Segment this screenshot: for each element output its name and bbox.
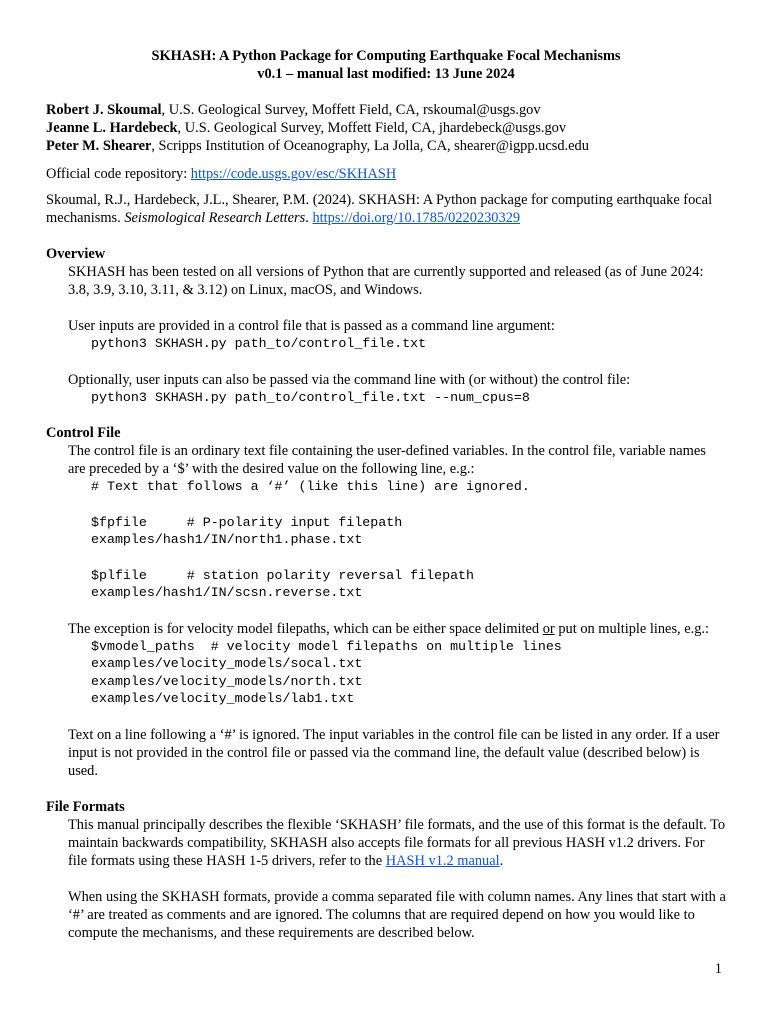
author-name: Robert J. Skoumal bbox=[46, 102, 162, 118]
code-line: python3 SKHASH.py path_to/control_file.txt --num_cpus=8 bbox=[91, 389, 530, 405]
document-page bbox=[46, 47, 726, 942]
citation bbox=[46, 191, 726, 227]
repo-label: Official code repository: bbox=[46, 166, 191, 182]
code-line: examples/hash1/IN/scsn.reverse.txt bbox=[91, 585, 363, 600]
code-line: # Text that follows a ‘#’ (like this line) are ignored. bbox=[91, 479, 530, 494]
repo-line bbox=[46, 165, 726, 183]
overview-paragraph: SKHASH has been tested on all versions of Python that are currently supported and released (as of June 2024: 3.8, 3.9, 3.10, 3.11, & 3.12) on Linux, macOS, and Windows. bbox=[68, 264, 704, 298]
author-line bbox=[46, 137, 726, 155]
author-affiliation: , U.S. Geological Survey, Moffett Field, CA, jhardebeck@usgs.gov bbox=[177, 120, 567, 136]
page-number: 1 bbox=[714, 961, 722, 977]
hash-manual-link[interactable]: HASH v1.2 manual bbox=[385, 852, 500, 869]
page-subtitle: v0.1 – manual last modified: 13 June 2024 bbox=[257, 66, 515, 82]
code-line: python3 SKHASH.py path_to/control_file.txt bbox=[91, 336, 427, 351]
code-line: examples/hash1/IN/north1.phase.txt bbox=[91, 532, 363, 547]
control-paragraph: The control file is an ordinary text file containing the user-defined variables. In the control file, variable names are preceded by a ‘$’ with the desired value on the following line, e.g.: bbox=[68, 443, 706, 477]
citation-journal: Seismological Research Letters bbox=[124, 210, 306, 226]
citation-sep: . bbox=[305, 210, 313, 226]
text-run: put on multiple lines, e.g.: bbox=[554, 620, 710, 637]
text-run: The exception is for velocity model filepaths, which can be either space delimited bbox=[68, 620, 543, 637]
text-run: . bbox=[499, 852, 504, 869]
citation-text: Skoumal, R.J., Hardebeck, J.L., Shearer, P.M. (2024). SKHASH: A Python package for computing earthquake focal mechanisms. bbox=[46, 192, 713, 226]
author-name: Peter M. Shearer bbox=[46, 138, 152, 154]
text-run: This manual principally describes the flexible ‘SKHASH’ file formats, and the use of this format is the default. To maintain backwards compatibility, SKHASH also accepts file formats for all previous HASH v1.2 drivers. For file formats using these HASH 1-5 drivers, refer to the bbox=[68, 816, 726, 869]
code-line: examples/velocity_models/socal.txt bbox=[91, 656, 363, 671]
repo-link[interactable]: https://code.usgs.gov/esc/SKHASH bbox=[190, 166, 397, 182]
file-formats-heading: File Formats bbox=[46, 798, 125, 815]
code-line: $fpfile # P-polarity input filepath bbox=[91, 514, 403, 530]
author-name: Jeanne L. Hardebeck bbox=[46, 120, 178, 136]
formats-paragraph: When using the SKHASH formats, provide a comma separated file with column names. Any lines that start with a ‘#’ are treated as comments and are ignored. The columns that are required depend on how you would like to compute the mechanisms, and these requirements are described below. bbox=[68, 888, 726, 941]
code-line: examples/velocity_models/north.txt bbox=[91, 673, 363, 689]
code-line: $plfile # station polarity reversal filepath bbox=[91, 567, 475, 583]
text-run-underlined: or bbox=[542, 620, 555, 637]
author-affiliation: , U.S. Geological Survey, Moffett Field, CA, rskoumal@usgs.gov bbox=[161, 102, 541, 118]
code-line: $vmodel_paths # velocity model filepaths on multiple lines bbox=[91, 638, 562, 654]
doi-link[interactable]: https://doi.org/10.1785/0220230329 bbox=[312, 210, 521, 226]
author-affiliation: , Scripps Institution of Oceanography, La Jolla, CA, shearer@igpp.ucsd.edu bbox=[151, 138, 589, 154]
author-line bbox=[46, 119, 726, 137]
control-paragraph: Text on a line following a ‘#’ is ignored. The input variables in the control file can be listed in any order. If a user input is not provided in the control file or passed via the command line, the default value (described below) is used. bbox=[68, 726, 720, 779]
overview-paragraph: Optionally, user inputs can also be passed via the command line with (or without) the control file: bbox=[68, 371, 631, 388]
page-title: SKHASH: A Python Package for Computing Earthquake Focal Mechanisms bbox=[151, 48, 621, 64]
code-line: examples/velocity_models/lab1.txt bbox=[91, 691, 355, 706]
overview-heading: Overview bbox=[46, 246, 106, 262]
formats-paragraph bbox=[68, 816, 726, 870]
author-line bbox=[46, 101, 726, 119]
overview-paragraph: User inputs are provided in a control file that is passed as a command line argument: bbox=[68, 318, 555, 334]
author-list bbox=[46, 101, 726, 155]
control-file-heading: Control File bbox=[46, 425, 121, 441]
control-paragraph bbox=[68, 620, 726, 638]
